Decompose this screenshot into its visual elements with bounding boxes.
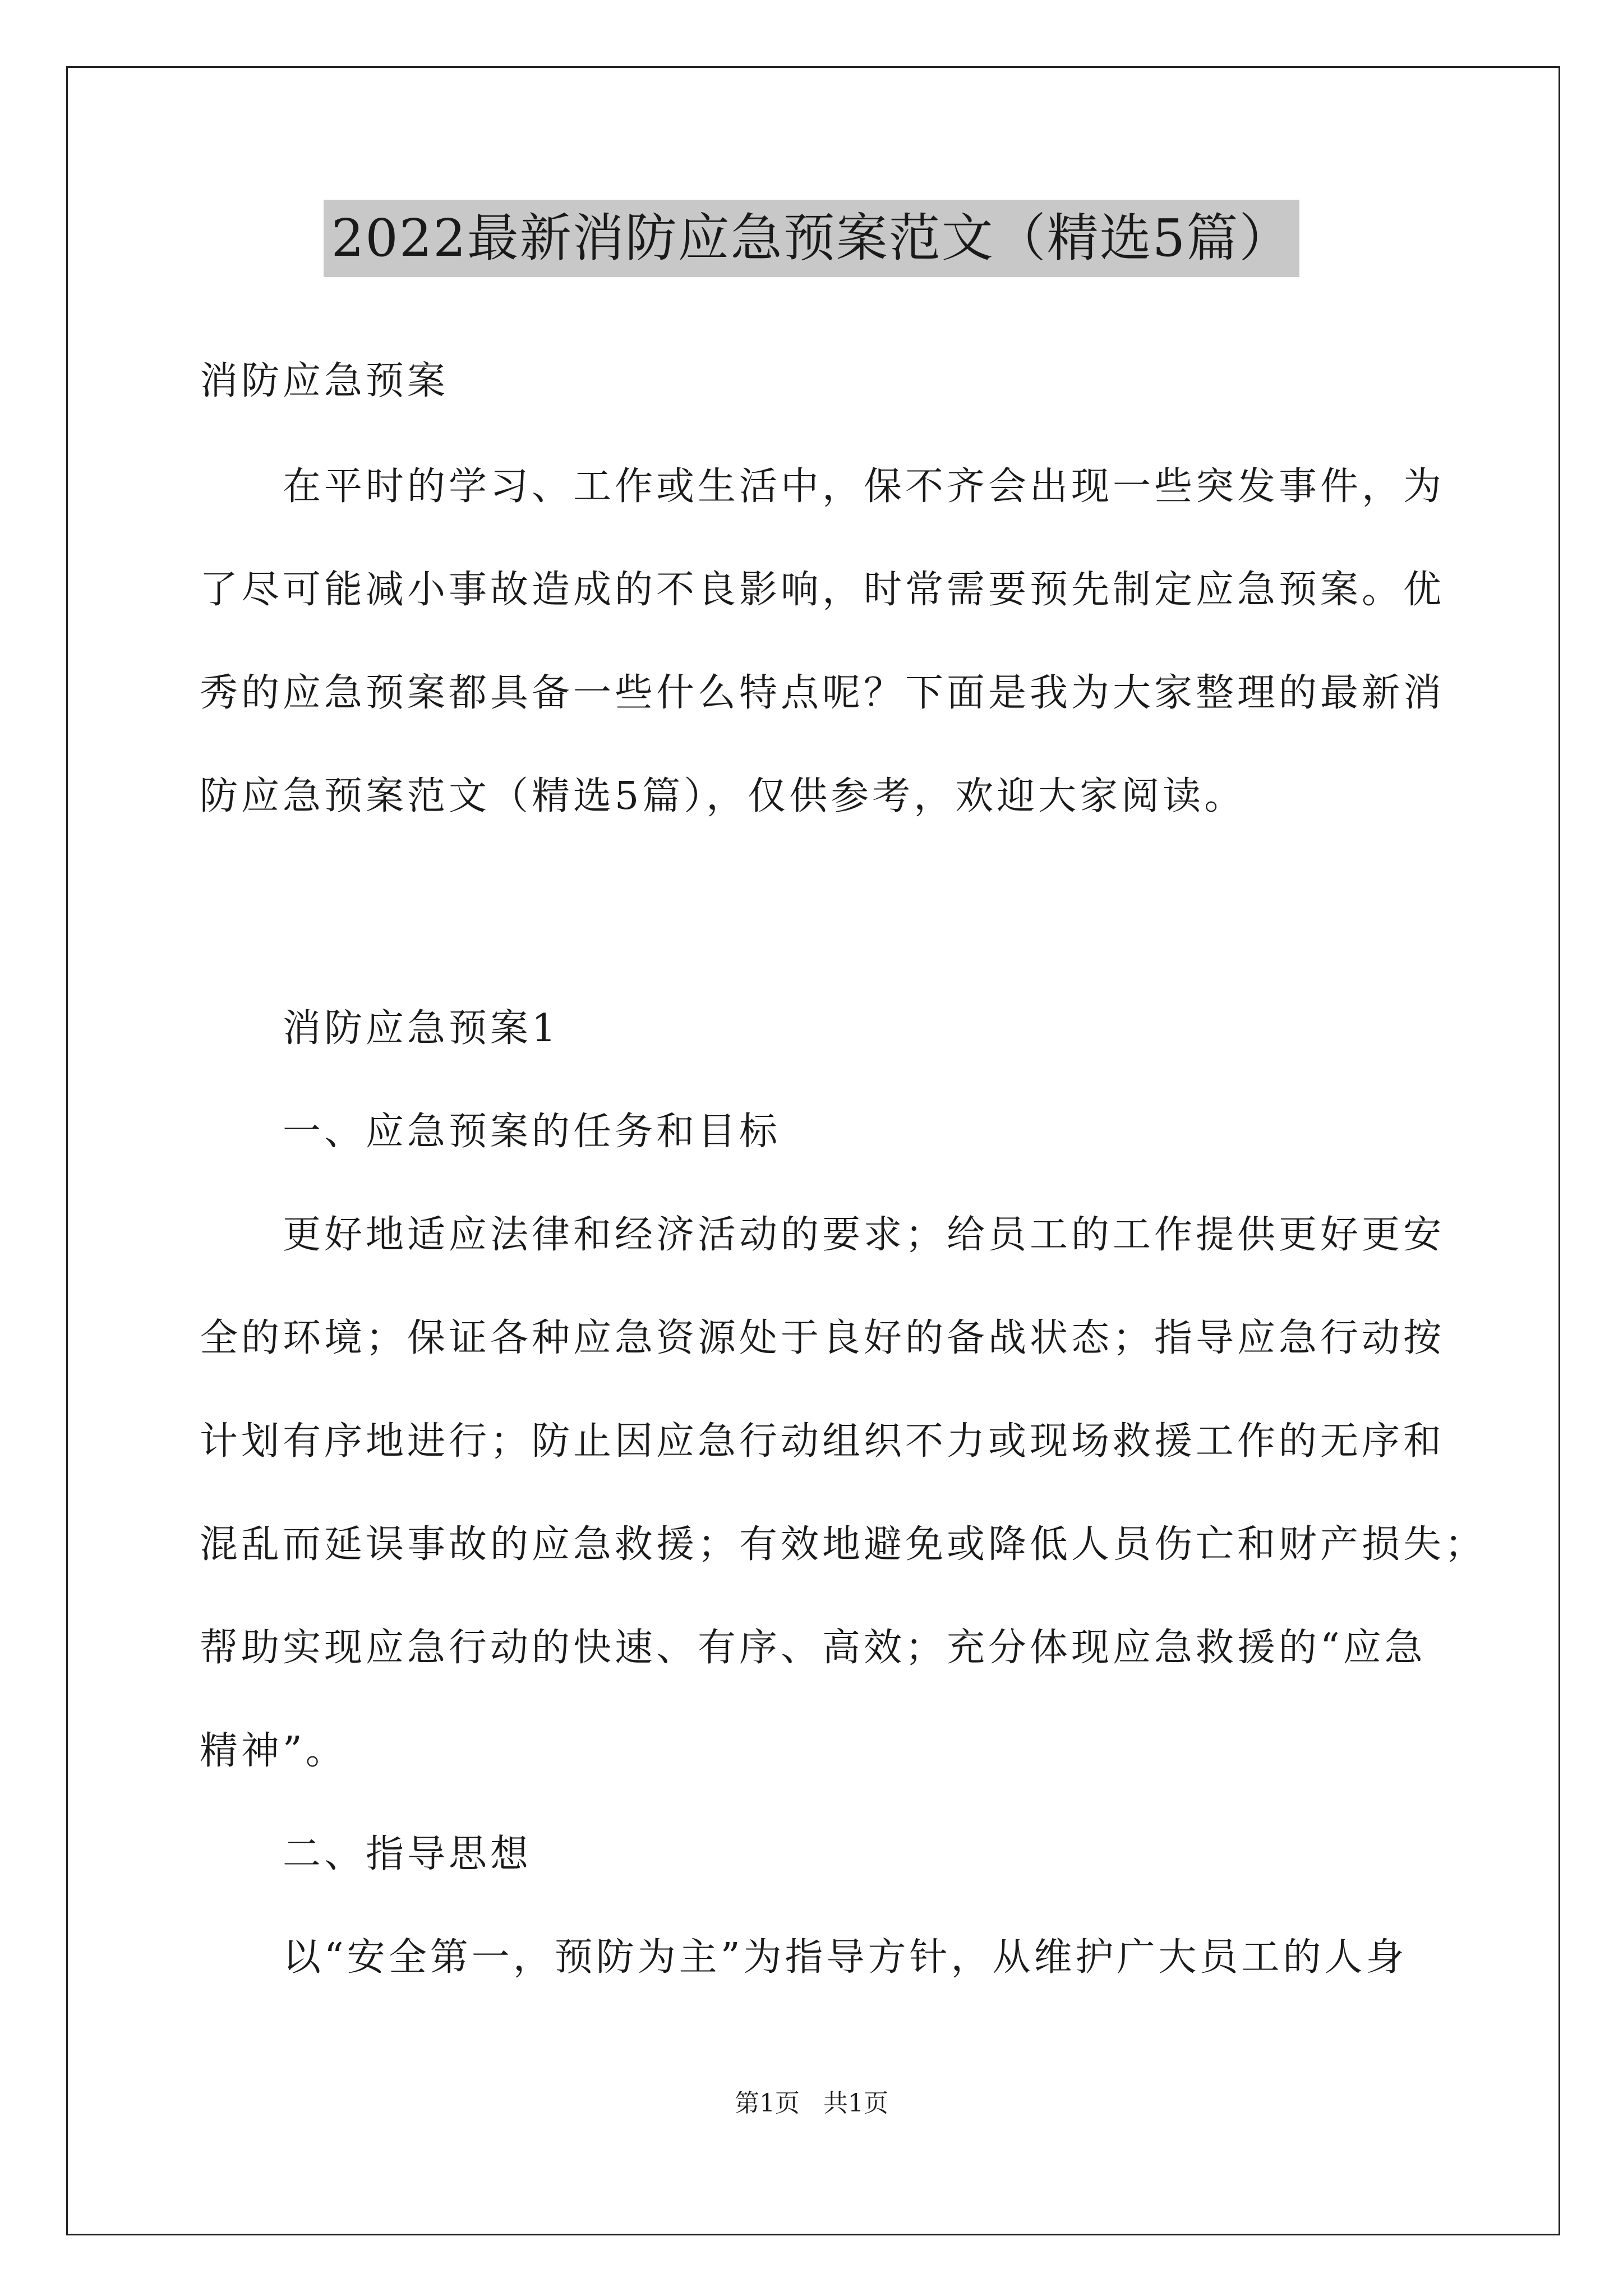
s1-line-4: 混乱而延误事故的应急救援；有效地避免或降低人员伤亡和财产损失；: [200, 1522, 1487, 1567]
s1-line-1: 更好地适应法律和经济活动的要求；给员工的工作提供更好更安: [283, 1213, 1445, 1257]
intro-line-1: 在平时的学习、工作或生活中，保不齐会出现一些突发事件，为: [283, 464, 1445, 509]
s1-line-6: 精神”。: [200, 1729, 347, 1773]
section-heading-1: 一、应急预案的任务和目标: [283, 1110, 781, 1154]
section-title: 消防应急预案1: [283, 1006, 560, 1051]
intro-line-3: 秀的应急预案都具备一些什么特点呢？下面是我为大家整理的最新消: [200, 671, 1445, 715]
s2-line-1: 以“安全第一，预防为主”为指导方针，从维护广大员工的人身: [283, 1935, 1408, 1980]
page-footer: 第1页 共1页: [735, 2089, 888, 2118]
intro-line-4: 防应急预案范文（精选5篇），仅供参考，欢迎大家阅读。: [200, 774, 1246, 818]
title-container: [0, 200, 1623, 277]
s1-line-3: 计划有序地进行；防止因应急行动组织不力或现场救援工作的无序和: [200, 1419, 1445, 1464]
document-heading: 消防应急预案: [200, 359, 449, 403]
document-title: 2022最新消防应急预案范文（精选5篇）: [324, 200, 1300, 277]
section-heading-2: 二、指导思想: [283, 1832, 532, 1876]
intro-line-2: 了尽可能减小事故造成的不良影响，时常需要预先制定应急预案。优: [200, 568, 1445, 612]
s1-line-2: 全的环境；保证各种应急资源处于良好的备战状态；指导应急行动按: [200, 1316, 1445, 1360]
s1-line-5: 帮助实现应急行动的快速、有序、高效；充分体现应急救援的“应急: [200, 1626, 1426, 1670]
